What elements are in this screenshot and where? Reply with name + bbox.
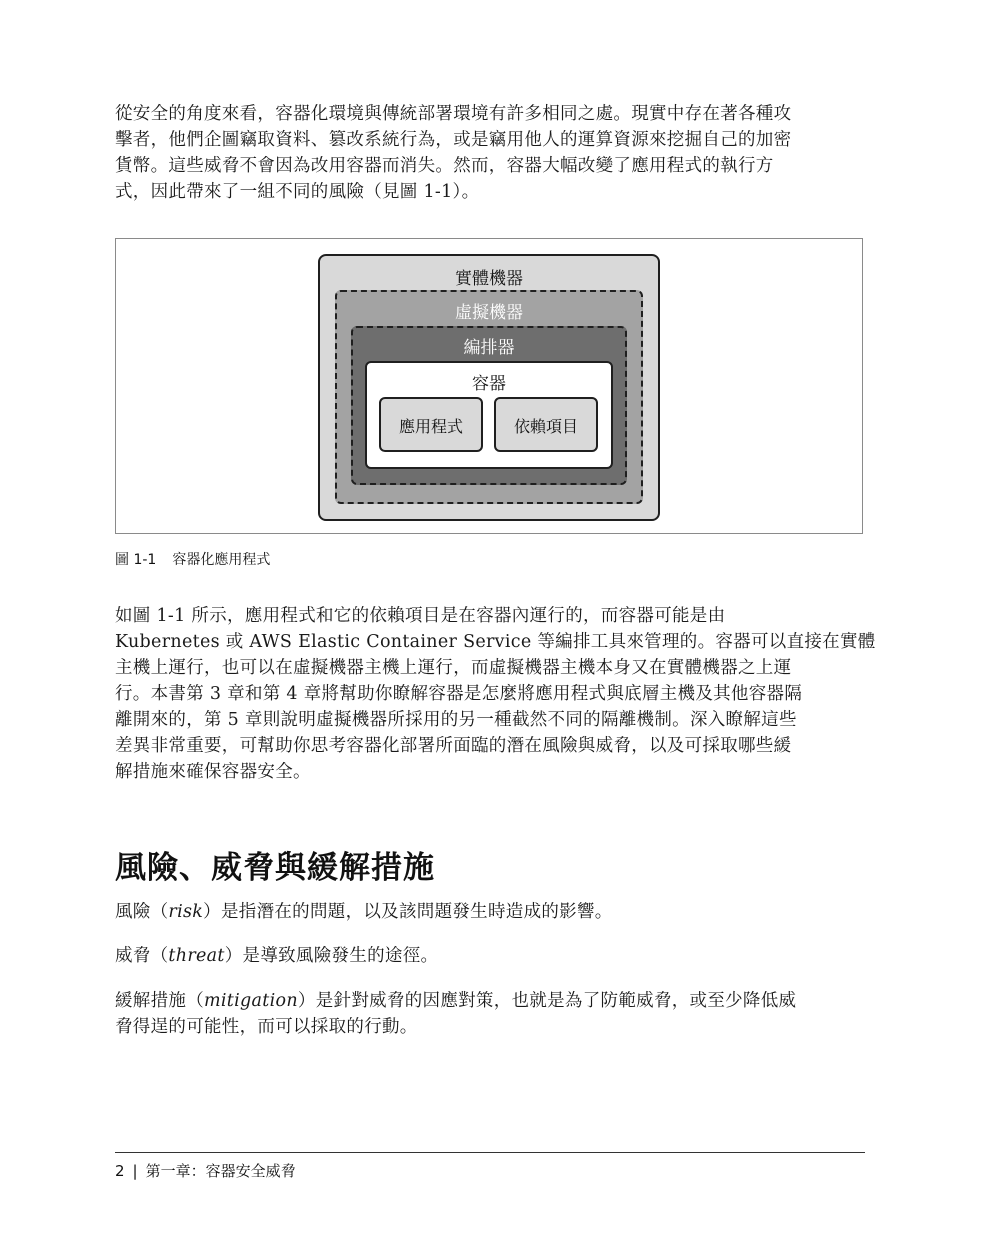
container-label: 容器 bbox=[472, 374, 506, 394]
intro-line: 從安全的角度來看，容器化環境與傳統部署環境有許多相同之處。現實中存在著各種攻 bbox=[115, 104, 792, 124]
body-paragraph bbox=[115, 603, 876, 785]
threat-text: 是導致風險發生的途徑。 bbox=[242, 946, 439, 966]
definition-mitigation: 緩解措施（mitigation）是針對威脅的因應對策，也就是為了防範威脅，或至少降低威 脅得逞的可能性，而可以採取的行動。 bbox=[115, 988, 865, 1040]
mitigation-term: 緩解措施 bbox=[115, 991, 187, 1011]
risk-text: 是指潛在的問題，以及該問題發生時造成的影響。 bbox=[220, 902, 613, 922]
application-box bbox=[379, 397, 483, 452]
page-number: 2 bbox=[115, 1162, 125, 1180]
footer-separator: | bbox=[132, 1162, 138, 1180]
virtual-machine-label: 虛擬機器 bbox=[455, 303, 523, 323]
risk-term-en: risk bbox=[168, 902, 204, 922]
figure-caption-number: 圖 1-1 bbox=[115, 552, 157, 568]
footer-rule bbox=[115, 1152, 865, 1153]
mitigation-term-en: mitigation bbox=[204, 991, 298, 1011]
threat-term: 威脅 bbox=[115, 946, 151, 966]
body-line: 主機上運行，也可以在虛擬機器主機上運行，而虛擬機器主機本身又在實體機器之上運 bbox=[115, 658, 792, 678]
body-line: 解措施來確保容器安全。 bbox=[115, 762, 311, 782]
body-line: 行。本書第 3 章和第 4 章將幫助你瞭解容器是怎麼將應用程式與底層主機及其他容器隔 bbox=[115, 684, 803, 704]
definition-risk: 風險（risk）是指潛在的問題，以及該問題發生時造成的影響。 bbox=[115, 902, 613, 922]
orchestrator-label: 編排器 bbox=[463, 338, 515, 358]
chapter-title: 第一章：容器安全威脅 bbox=[145, 1162, 296, 1180]
intro-line: 擊者，他們企圖竊取資料、篡改系統行為，或是竊用他人的運算資源來挖掘自己的加密 bbox=[115, 130, 792, 150]
body-line: 如圖 1-1 所示，應用程式和它的依賴項目是在容器內運行的，而容器可能是由 bbox=[115, 606, 726, 626]
intro-paragraph bbox=[115, 101, 865, 205]
intro-line: 貨幣。這些威脅不會因為改用容器而消失。然而，容器大幅改變了應用程式的執行方 bbox=[115, 156, 774, 176]
application-label: 應用程式 bbox=[398, 417, 463, 436]
body-line: 離開來的，第 5 章則說明虛擬機器所採用的另一種截然不同的隔離機制。深入瞭解這些 bbox=[115, 710, 797, 730]
body-line: 差異非常重要，可幫助你思考容器化部署所面臨的潛在風險與威脅，以及可採取哪些緩 bbox=[115, 736, 792, 756]
section-heading: 風險、威脅與緩解措施 bbox=[115, 850, 435, 886]
mitigation-text-cont: 脅得逞的可能性，而可以採取的行動。 bbox=[115, 1017, 418, 1037]
threat-term-en: threat bbox=[168, 946, 225, 966]
body-line: Kubernetes 或 AWS Elastic Container Service 等編排工具來管理的。容器可以直接在實體 bbox=[115, 632, 876, 652]
dependencies-label: 依賴項目 bbox=[513, 417, 578, 436]
dependencies-box bbox=[494, 397, 598, 452]
physical-machine-label: 實體機器 bbox=[455, 269, 523, 289]
intro-line: 式，因此帶來了一組不同的風險（見圖 1-1）。 bbox=[115, 182, 480, 202]
figure-caption-text: 容器化應用程式 bbox=[172, 552, 271, 568]
page-footer bbox=[115, 1160, 296, 1181]
risk-term: 風險 bbox=[115, 902, 151, 922]
definition-threat: 威脅（threat）是導致風險發生的途徑。 bbox=[115, 946, 439, 966]
figure-caption bbox=[115, 549, 270, 569]
mitigation-text: 是針對威脅的因應對策，也就是為了防範威脅，或至少降低威 bbox=[315, 991, 797, 1011]
